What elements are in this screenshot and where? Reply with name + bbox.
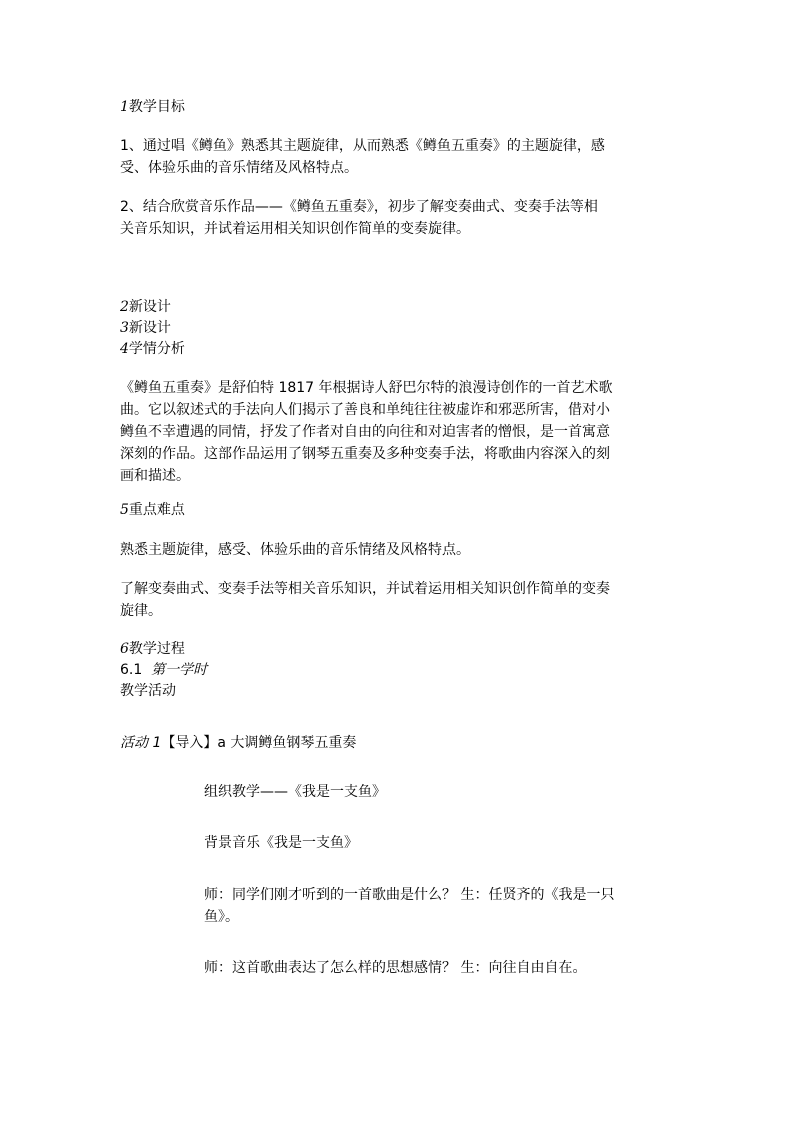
activity-1-heading (120, 732, 680, 754)
section-number: 5 (120, 502, 129, 518)
text-line: 1、通过唱《鳟鱼》熟悉其主题旋律，从而熟悉《鳟鱼五重奏》的主题旋律，感 (120, 138, 605, 154)
subsection-number: 6.1 (120, 662, 143, 678)
key-point-2 (120, 578, 680, 622)
text-line: 深刻的作品。这部作品运用了钢琴五重奏及多种变奏手法，将歌曲内容深入的刻 (120, 446, 610, 462)
section-heading-new-design-2 (120, 317, 680, 339)
objective-item-1 (120, 135, 680, 179)
activities-label: 教学活动 (120, 683, 176, 699)
text-line: 画和描述。 (120, 468, 190, 484)
activity-prefix: 活动 1 (120, 735, 162, 751)
subsection-heading (120, 659, 680, 681)
subsection-title: 第一学时 (151, 662, 208, 678)
section-heading-key-points (120, 499, 680, 521)
text-line: 曲。它以叙述式的手法向人们揭示了善良和单纯往往被虚诈和邪恶所害，借对小 (120, 402, 610, 418)
section-number: 6 (120, 641, 129, 657)
activity-label: 【导入】a 大调鳟鱼钢琴五重奏 (161, 735, 357, 751)
section-heading-new-design-1 (120, 296, 680, 318)
key-point-1: 熟悉主题旋律，感受、体验乐曲的音乐情绪及风格特点。 (120, 542, 470, 558)
section-number: 3 (120, 320, 129, 336)
section-heading-objectives (120, 96, 680, 118)
text-line: 了解变奏曲式、变奏手法等相关音乐知识，并试着运用相关知识创作简单的变奏 (120, 581, 610, 597)
step-organize: 组织教学——《我是一支鱼》 (204, 784, 386, 800)
step-background-music: 背景音乐《我是一支鱼》 (204, 835, 358, 851)
section-heading-process (120, 638, 680, 660)
section-number: 2 (120, 299, 129, 315)
section-title: 教学目标 (128, 99, 185, 115)
step-dialogue-2: 师：这首歌曲表达了怎么样的思想感情？ 生：向往自由自在。 (204, 960, 587, 976)
text-line: 受、体验乐曲的音乐情绪及风格特点。 (120, 160, 358, 176)
text-line: 2、结合欣赏音乐作品——《鳟鱼五重奏》，初步了解变奏曲式、变奏手法等相 (120, 199, 598, 215)
text-line: 师：同学们刚才听到的一首歌曲是什么？ 生：任贤齐的《我是一只 (204, 887, 615, 903)
text-line: 鱼》。 (204, 909, 239, 925)
section-title: 新设计 (128, 320, 171, 336)
learner-analysis-paragraph (120, 377, 680, 487)
section-number: 4 (120, 341, 129, 357)
section-title: 教学过程 (128, 641, 185, 657)
step-dialogue-1 (204, 884, 684, 928)
section-title: 学情分析 (128, 341, 185, 357)
section-title: 新设计 (128, 299, 171, 315)
section-title: 重点难点 (128, 502, 185, 518)
text-line: 《鳟鱼五重奏》是舒伯特 1817 年根据诗人舒巴尔特的浪漫诗创作的一首艺术歌 (120, 380, 613, 396)
section-number: 1 (120, 99, 129, 115)
text-line: 旋律。 (120, 603, 162, 619)
objective-item-2 (120, 196, 680, 240)
text-line: 关音乐知识，并试着运用相关知识创作简单的变奏旋律。 (120, 221, 470, 237)
text-line: 鳟鱼不幸遭遇的同情，抒发了作者对自由的向往和对迫害者的憎恨，是一首寓意 (120, 424, 610, 440)
section-heading-learner-analysis (120, 338, 680, 360)
